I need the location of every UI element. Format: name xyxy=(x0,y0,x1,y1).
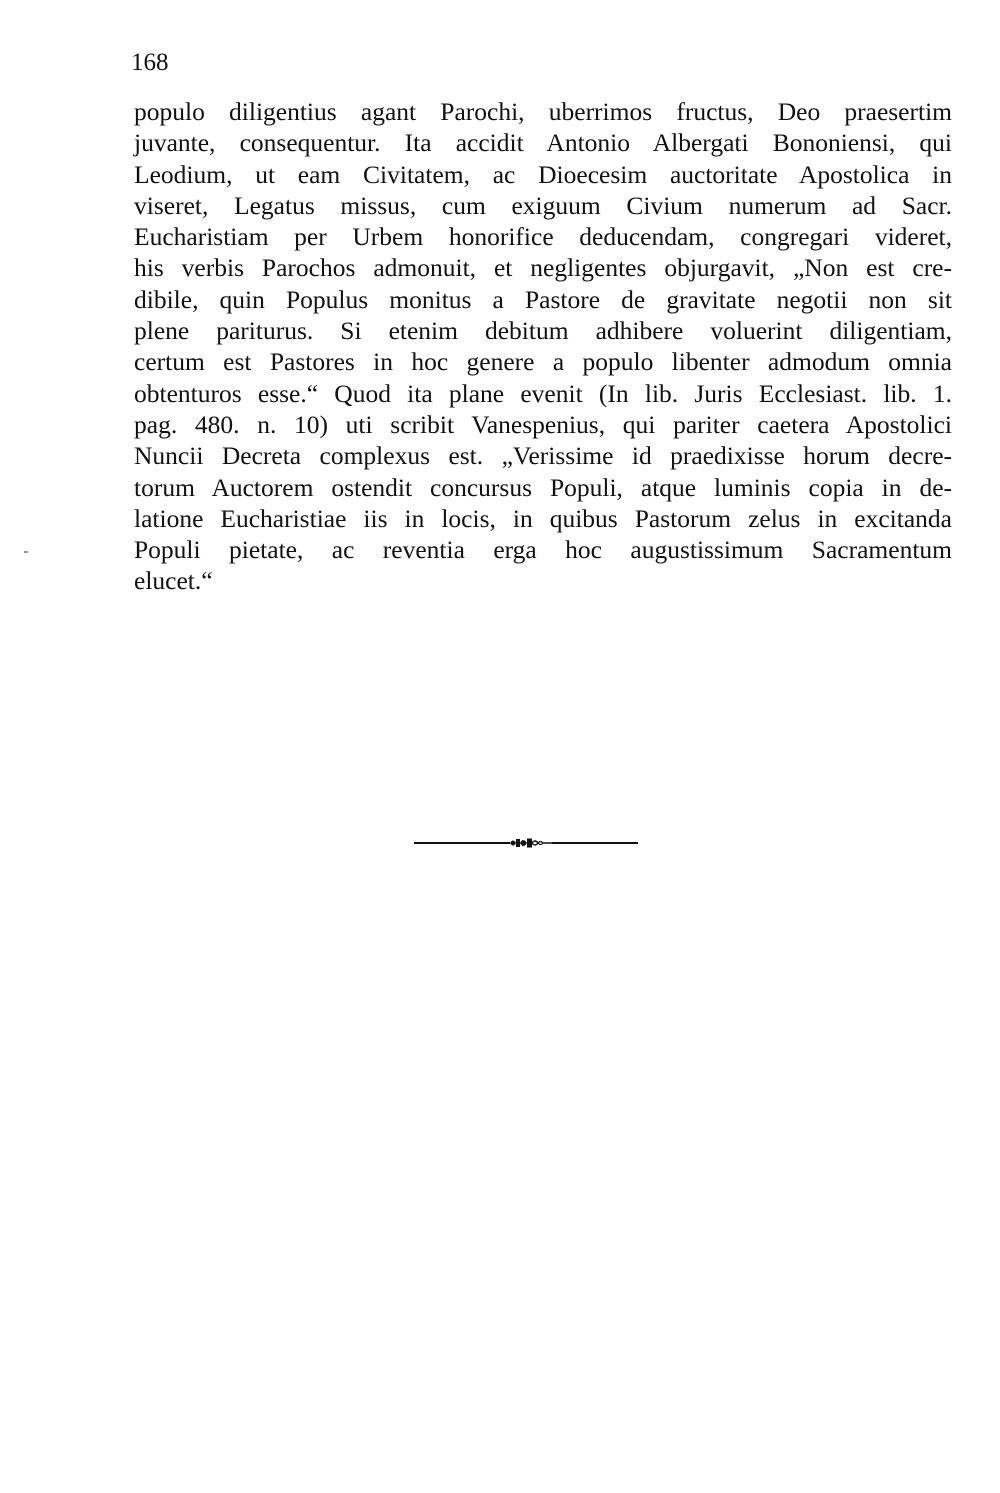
text-line: Populi pietate, ac reventia erga hoc augustissimum Sacramentum xyxy=(134,535,952,565)
text-line: elucet.“ xyxy=(134,566,213,596)
ornament-center-icon xyxy=(502,836,552,850)
text-line: plene pariturus. Si etenim debitum adhibere voluerint diligentiam, xyxy=(134,316,952,346)
text-line: populo diligentius agant Parochi, uberrimos fructus, Deo praesertim xyxy=(134,97,952,126)
text-line: certum est Pastores in hoc genere a populo libenter admodum omnia xyxy=(134,347,952,377)
ornament-rule-right xyxy=(552,842,638,844)
text-line: viseret, Legatus missus, cum exiguum Civium numerum ad Sacr. xyxy=(134,190,952,220)
text-line: Leodium, ut eam Civitatem, ac Dioecesim auctoritate Apostolica in xyxy=(134,159,952,189)
page-number: 168 xyxy=(131,49,169,76)
scan-speck xyxy=(24,551,28,553)
text-line: Eucharistiam per Urbem honorifice deducendam, congregari videret, xyxy=(134,222,952,252)
ornament-rule-left xyxy=(414,842,502,844)
text-line: torum Auctorem ostendit concursus Populi, atque luminis copia in de- xyxy=(134,472,952,502)
text-line: pag. 480. n. 10) uti scribit Vanespenius, qui pariter caetera Apostolici xyxy=(134,409,952,439)
text-line: Nuncii Decreta complexus est. „Verissime id praedixisse horum decre- xyxy=(134,441,952,471)
typographic-rule-ornament-icon xyxy=(414,832,638,854)
text-line: his verbis Parochos admonuit, et negligentes objurgavit, „Non est cre- xyxy=(134,253,952,283)
body-text xyxy=(134,96,952,597)
text-line: juvante, consequentur. Ita accidit Antonio Albergati Bononiensi, qui xyxy=(134,128,952,158)
text-line: obtenturos esse.“ Quod ita plane evenit (In lib. Juris Ecclesiast. lib. 1. xyxy=(134,378,952,408)
text-line: dibile, quin Populus monitus a Pastore de gravitate negotii non sit xyxy=(134,284,952,314)
text-line: latione Eucharistiae iis in locis, in quibus Pastorum zelus in excitanda xyxy=(134,503,952,533)
